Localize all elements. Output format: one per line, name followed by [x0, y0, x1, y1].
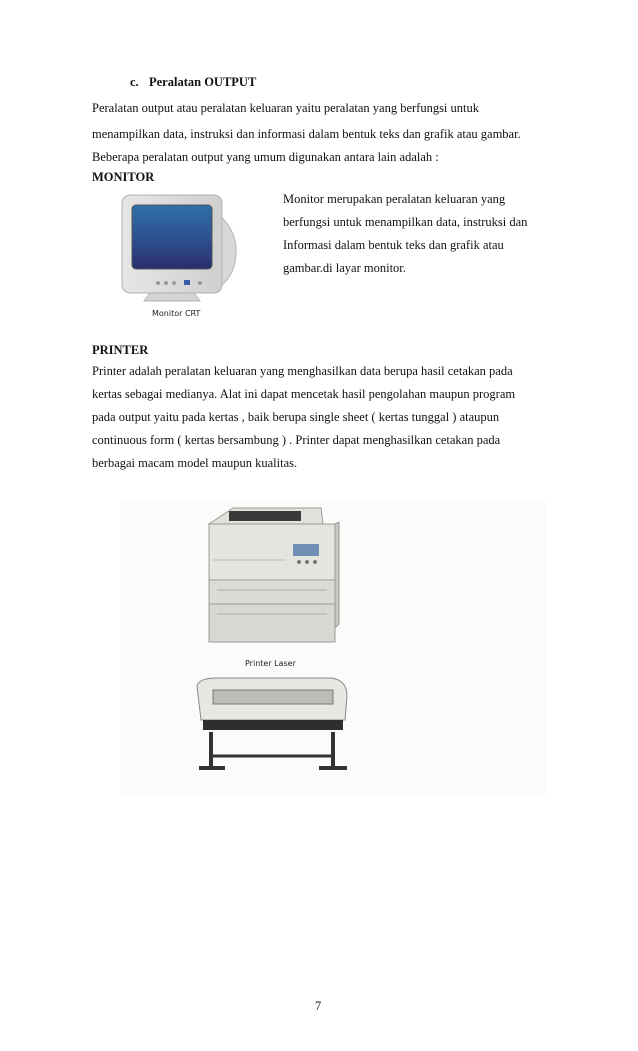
- printer-heading: PRINTER: [92, 343, 149, 357]
- intro-line: Beberapa peralatan output yang umum digunakan antara lain adalah :: [92, 150, 439, 164]
- intro-line: menampilkan data, instruksi dan informasi dalam bentuk teks dan grafik atau gambar.: [92, 127, 521, 141]
- printer-line: continuous form ( kertas bersambung ) . Printer dapat menghasilkan cetakan pada: [92, 433, 501, 447]
- laser-printer-image: [209, 508, 339, 642]
- monitor-heading: MONITOR: [92, 170, 155, 184]
- printer-line: kertas sebagai medianya. Alat ini dapat mencetak hasil pengolahan maupun program: [92, 387, 516, 401]
- printer-line: Printer adalah peralatan keluaran yang menghasilkan data berupa hasil cetakan pada: [92, 364, 513, 378]
- page-number: 7: [315, 999, 322, 1013]
- section-marker: c.: [130, 75, 139, 89]
- printer-image-caption: Printer Laser: [245, 659, 296, 668]
- printer-images-panel: [121, 500, 546, 796]
- printer-line: berbagai macam model maupun kualitas.: [92, 456, 298, 470]
- monitor-line: Monitor merupakan peralatan keluaran yang: [283, 192, 506, 206]
- monitor-image-caption: Monitor CRT: [152, 309, 201, 318]
- section-title: Peralatan OUTPUT: [149, 75, 257, 89]
- intro-line: Peralatan output atau peralatan keluaran yaitu peralatan yang berfungsi untuk: [92, 101, 479, 115]
- printer-line: pada output yaitu pada kertas , baik berupa single sheet ( kertas tunggal ) ataupun: [92, 410, 500, 424]
- plotter-image: [197, 678, 347, 768]
- monitor-line: Informasi dalam bentuk teks dan grafik atau: [283, 238, 504, 252]
- monitor-line: gambar.di layar monitor.: [283, 261, 406, 275]
- monitor-line: berfungsi untuk menampilkan data, instruksi dan: [283, 215, 528, 229]
